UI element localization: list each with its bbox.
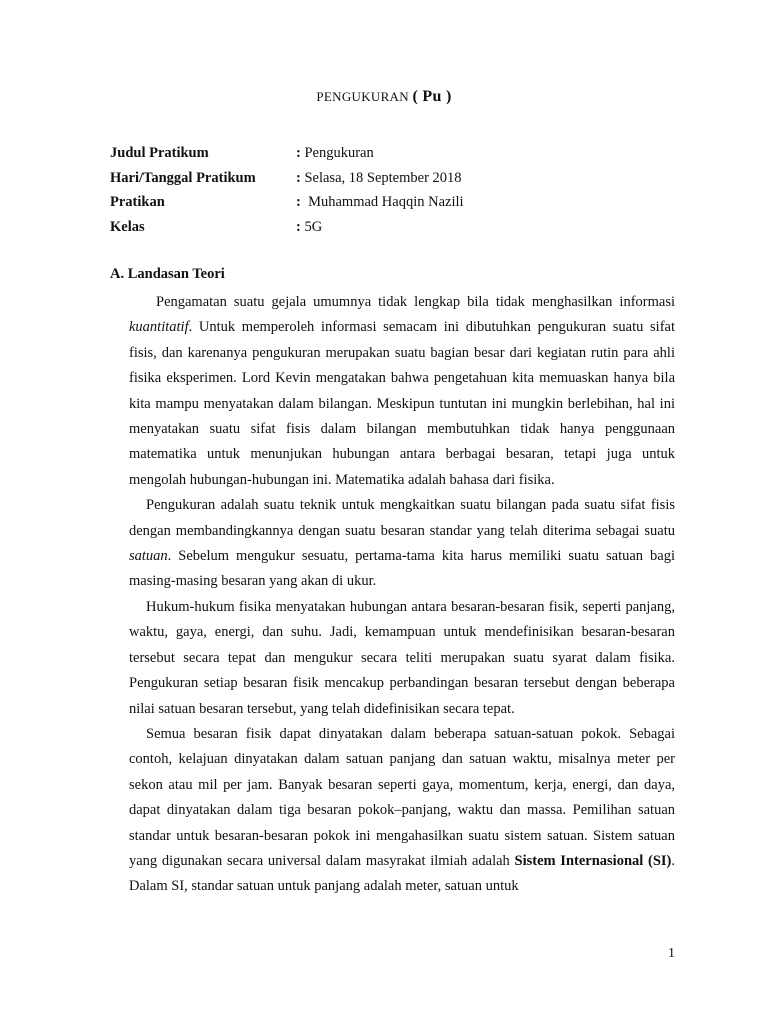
info-value: : Selasa, 18 September 2018 (296, 169, 462, 186)
info-value: : Pengukuran (296, 145, 374, 161)
info-label: Judul Pratikum (110, 145, 209, 161)
section-heading: A. Landasan Teori (110, 266, 225, 282)
info-table (110, 141, 670, 239)
paragraph-1: Pengamatan suatu gejala umumnya tidak lengkap bila tidak menghasilkan informasi kuantitatif. Untuk memperoleh informasi semacam ini dibutuhkan pengukuran suatu sifat fisis, dan karenanya pengukuran merupakan suatu bagian besar dari kegiatan rutin para ahli fisika eksperimen. Lord Kevin mengatakan bahwa pengetahuan kita memuaskan hanya bila kita mampu menyatakan dalam bilangan. Meskipun tuntutan ini mungkin berlebihan, hal ini menyatakan suatu sifat fisis dalam bilangan membutuhkan tidak hanya penggunaan matematika untuk menunjukan hubungan antara berbagai besaran, tetapi juga untuk mengolah hubungan-hubungan ini. Matematika adalah bahasa dari fisika. (129, 294, 675, 488)
info-row-tanggal (110, 166, 670, 191)
paragraph-2: Pengukuran adalah suatu teknik untuk mengkaitkan suatu bilangan pada suatu sifat fisis dengan membandingkannya dengan suatu besaran standar yang telah diterima sebagai suatu satuan. Sebelum mengukur sesuatu, pertama-tama kita harus memiliki suatu satuan bagi masing-masing besaran yang akan di ukur. (129, 497, 675, 590)
info-label: Pratikan (110, 194, 165, 210)
section-body (129, 290, 675, 900)
title-main: PENGUKURAN (316, 89, 409, 104)
info-row-pratikan (110, 190, 670, 215)
title-abbreviation: ( Pu ) (412, 88, 452, 105)
page-number: 1 (668, 946, 675, 961)
info-value: : Muhammad Haqqin Nazili (296, 194, 464, 210)
info-value: : 5G (296, 218, 323, 235)
paragraph-3: Hukum-hukum fisika menyatakan hubungan antara besaran-besaran fisik, seperti panjang, waktu, gaya, energi, dan suhu. Jadi, kemampuan untuk mendefinisikan besaran-besaran tersebut secara tepat dan mengukur secara teliti merupakan suatu syarat dalam fisika. Pengukuran setiap besaran fisik mencakup perbandingan besaran tersebut dengan beberapa nilai satuan besaran tersebut, yang telah didefinisikan secara tepat. (129, 598, 675, 717)
info-row-kelas (110, 215, 670, 240)
document-title (0, 88, 768, 106)
info-label: Kelas (110, 218, 145, 235)
info-row-judul (110, 141, 670, 166)
info-label: Hari/Tanggal Pratikum (110, 169, 256, 186)
paragraph-4: Semua besaran fisik dapat dinyatakan dalam beberapa satuan-satuan pokok. Sebagai contoh, kelajuan dinyatakan dalam satuan panjang dan satuan waktu, misalnya meter per sekon atau mil per jam. Banyak besaran seperti gaya, momentum, kerja, energi, dan daya, dapat dinyatakan dalam tiga besaran pokok–panjang, waktu dan massa. Pemilihan satuan standar untuk besaran-besaran pokok ini mengahasilkan suatu sistem satuan. Sistem satuan yang digunakan secara universal dalam masyrakat ilmiah adalah Sistem Internasional (SI). Dalam SI, standar satuan untuk panjang adalah meter, satuan untuk (129, 725, 675, 895)
